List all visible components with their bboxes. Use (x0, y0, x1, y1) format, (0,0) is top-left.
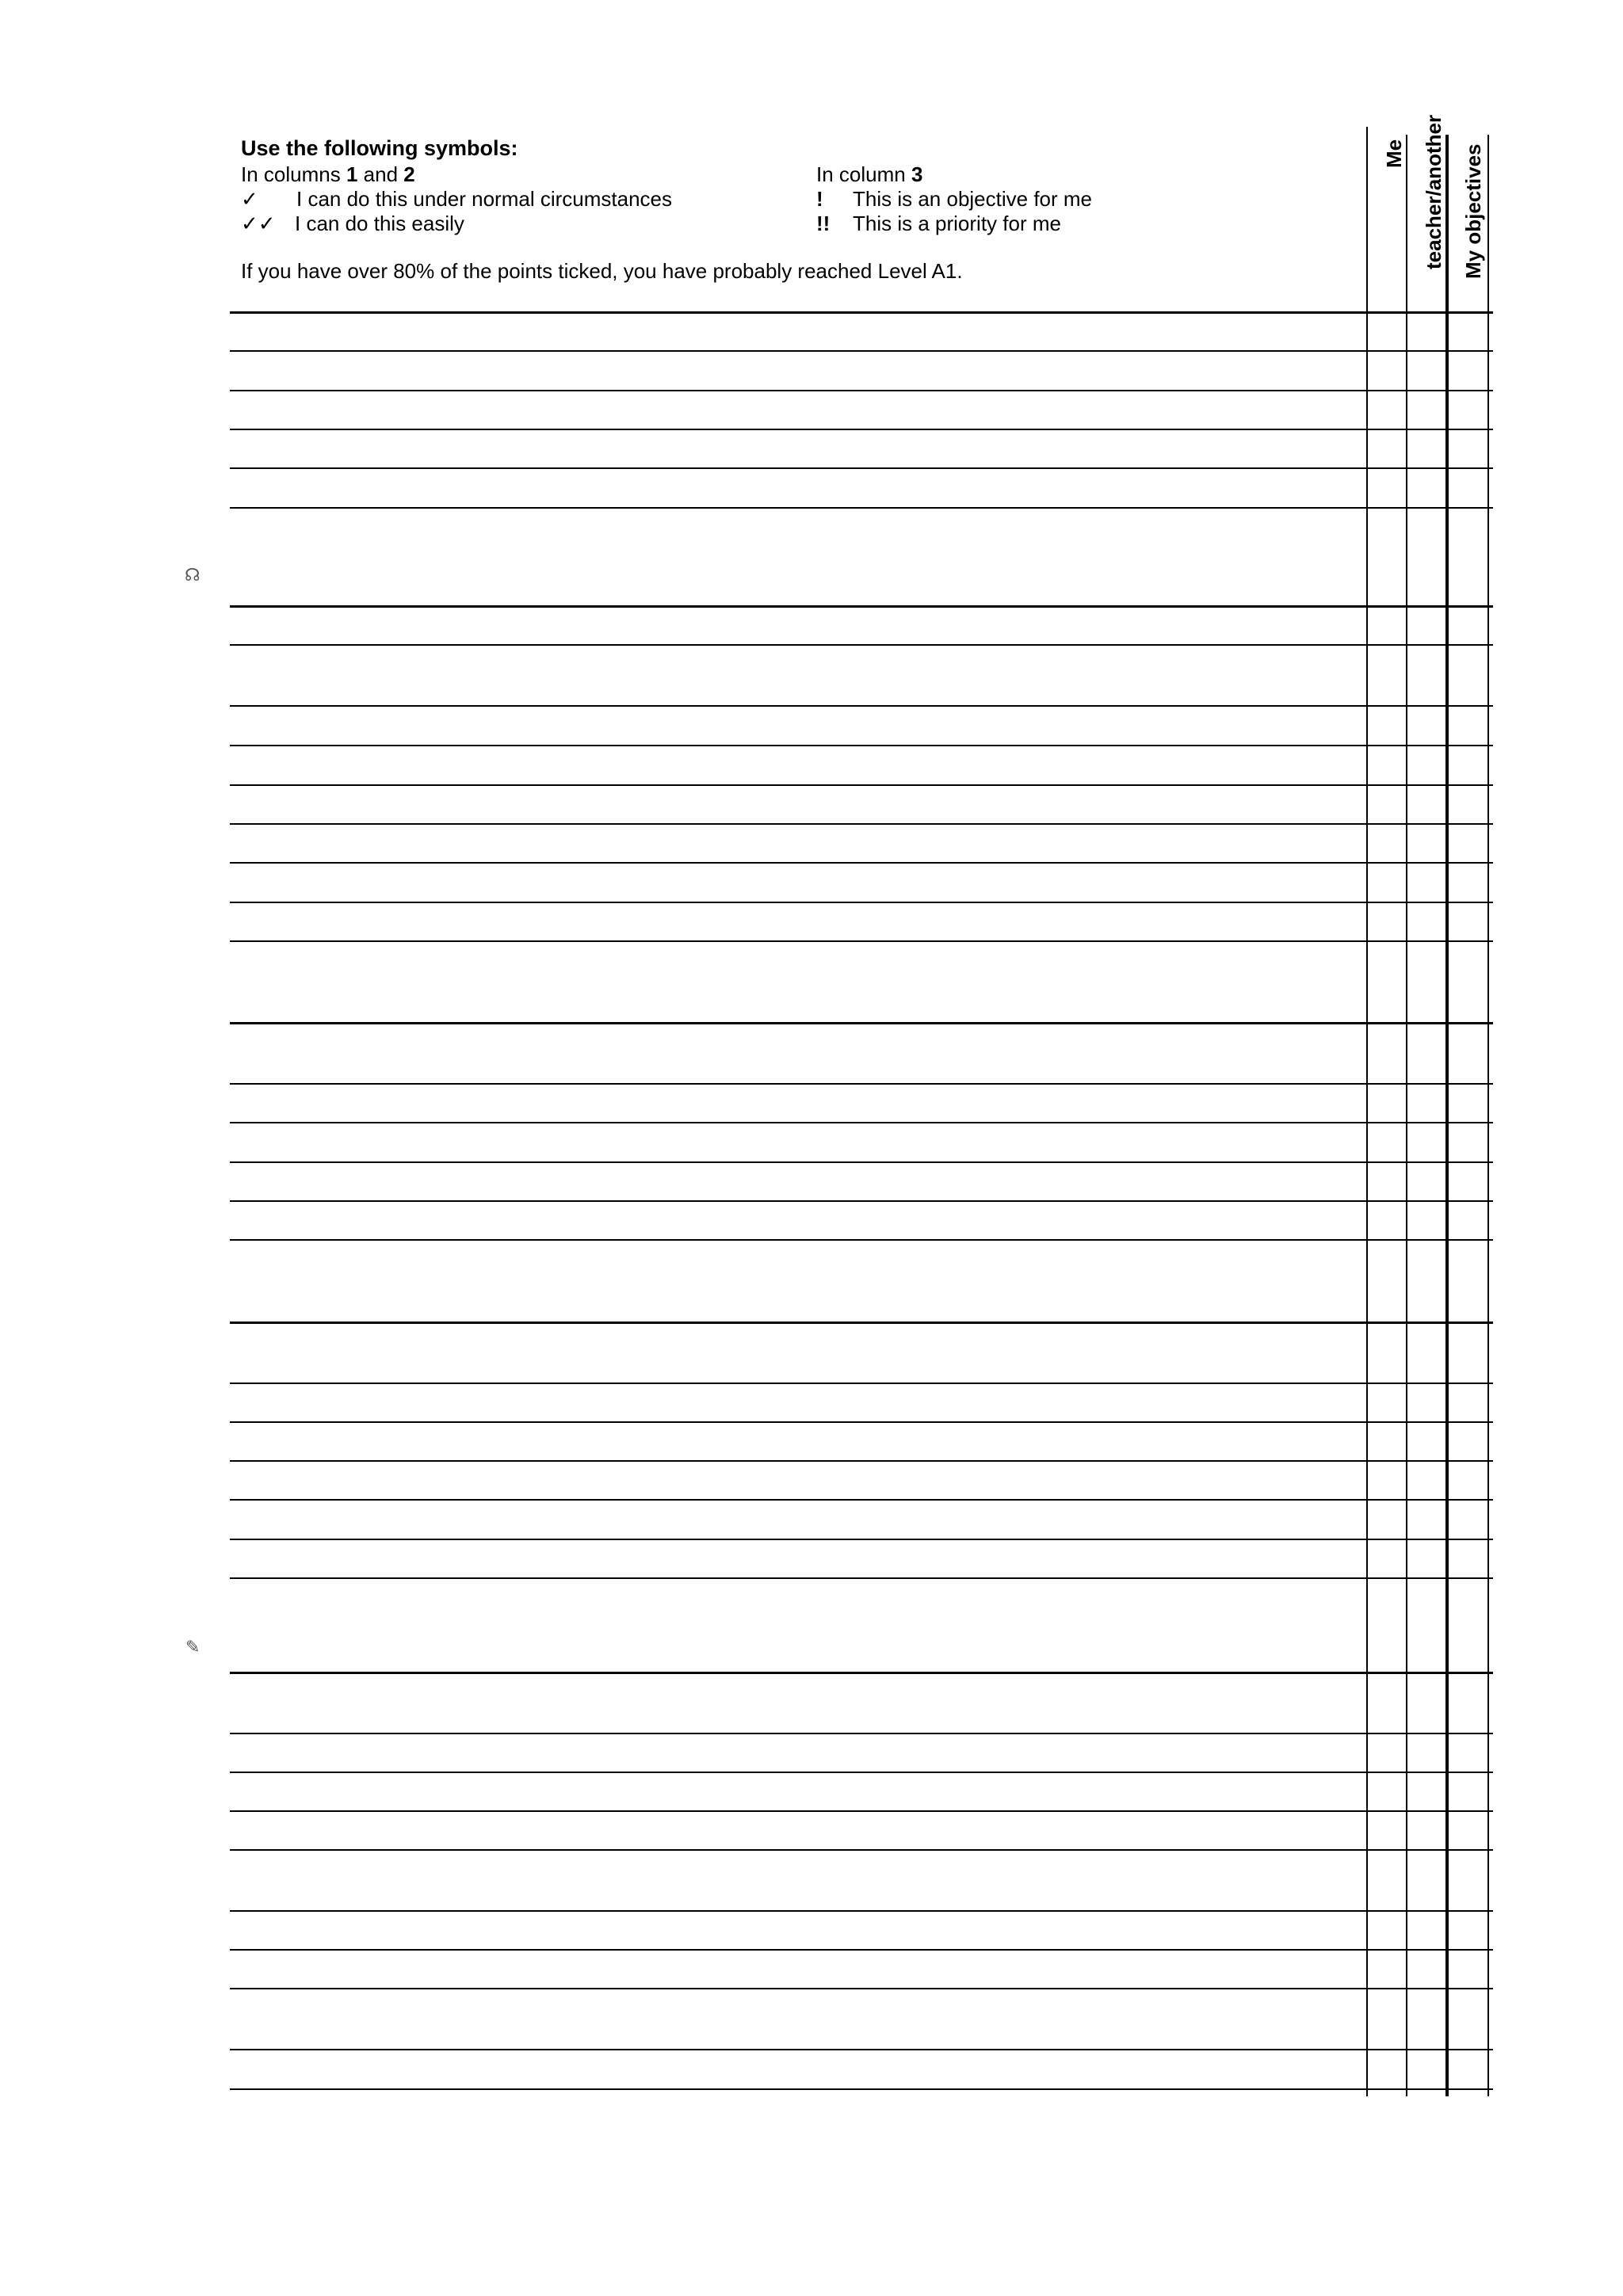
priority-symbol: !! (816, 212, 831, 235)
row-divider (230, 1460, 1493, 1462)
legend-tick-line (241, 187, 672, 212)
row-divider (230, 705, 1493, 707)
row-divider (230, 1772, 1493, 1773)
priority-meaning: This is a priority for me (853, 212, 1061, 235)
row-divider (230, 1022, 1493, 1024)
tick-symbol: ✓ (241, 187, 258, 211)
legend-col-one: 1 (346, 162, 358, 186)
column-header-me: Me (1382, 139, 1406, 168)
legend-title: Use the following symbols: (241, 136, 518, 160)
row-divider (230, 1988, 1493, 1989)
row-divider (230, 1200, 1493, 1202)
level-note: If you have over 80% of the points ticked, you have probably reached Level A1. (241, 259, 963, 283)
double-tick-symbol: ✓✓ (241, 212, 276, 235)
row-divider (230, 1161, 1493, 1163)
writing-icon: ✎ (185, 1637, 200, 1657)
tick-meaning: I can do this under normal circumstances (296, 187, 672, 211)
speaking-icon: ☊ (185, 565, 200, 585)
column-header-objectives: My objectives (1461, 143, 1485, 279)
row-divider (230, 1733, 1493, 1734)
row-divider (230, 390, 1493, 391)
double-tick-meaning: I can do this easily (295, 212, 464, 235)
legend-column-3 (816, 162, 922, 187)
row-divider (230, 2088, 1493, 2090)
row-divider (230, 1539, 1493, 1540)
row-divider (230, 2049, 1493, 2050)
legend-col-three: 3 (911, 162, 923, 186)
row-divider (230, 862, 1493, 864)
row-divider (230, 940, 1493, 942)
row-divider (230, 1383, 1493, 1384)
objective-symbol: ! (816, 187, 823, 211)
row-divider (230, 745, 1493, 746)
row-divider (230, 467, 1493, 469)
column-line (1366, 127, 1368, 2096)
row-divider (230, 1239, 1493, 1241)
row-divider (230, 823, 1493, 825)
legend-columns-1-2 (241, 162, 415, 187)
row-divider (230, 605, 1493, 608)
row-divider (230, 902, 1493, 903)
legend-col-two: 2 (403, 162, 415, 186)
legend-priority-line (816, 212, 1061, 236)
row-divider (230, 1499, 1493, 1501)
row-divider (230, 1083, 1493, 1085)
column-header-teacher: teacher/another (1422, 114, 1445, 269)
row-divider (230, 507, 1493, 509)
legend-double-tick-line (241, 212, 464, 236)
row-divider (230, 1122, 1493, 1123)
legend-col12-prefix: In columns (241, 162, 346, 186)
row-divider (230, 429, 1493, 430)
row-divider (230, 350, 1493, 352)
legend-col3-prefix: In column (816, 162, 911, 186)
row-divider (230, 1322, 1493, 1324)
objective-meaning: This is an objective for me (853, 187, 1093, 211)
row-divider (230, 1910, 1493, 1912)
row-divider (230, 1577, 1493, 1579)
row-divider (230, 784, 1493, 786)
row-divider (230, 1849, 1493, 1851)
legend-objective-line (816, 187, 1092, 212)
legend-col12-and: and (357, 162, 404, 186)
row-divider (230, 1421, 1493, 1423)
row-divider (230, 644, 1493, 646)
row-divider (230, 1810, 1493, 1812)
row-divider (230, 1949, 1493, 1951)
row-divider (230, 1672, 1493, 1674)
row-divider (230, 311, 1493, 314)
